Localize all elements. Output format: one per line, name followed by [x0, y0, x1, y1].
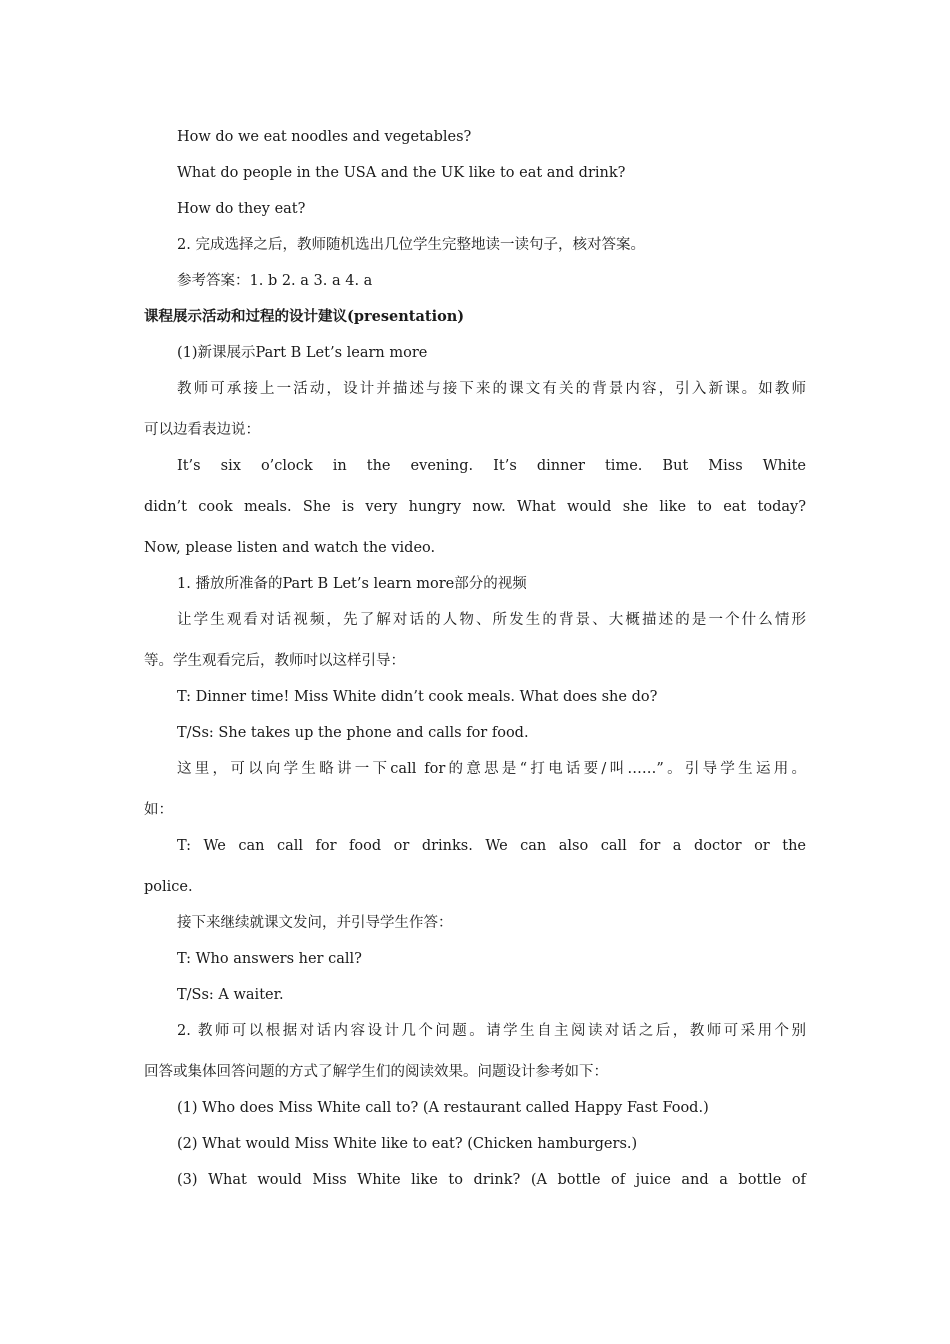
dialogue-line: police.: [144, 879, 193, 895]
paragraph-line: 等。学生观看完后，教师吋以这样引导：: [144, 653, 405, 669]
dialogue-line: didn’t cook meals. She is very hungry now. What would she like to eat today?: [144, 499, 806, 515]
dialogue-line: T: Dinner time! Miss White didn’t cook meals. What does she do?: [177, 689, 658, 705]
dialogue-line: Now, please listen and watch the video.: [144, 540, 436, 556]
answer-key-line: 参考答案：1. b 2. a 3. a 4. a: [177, 273, 373, 289]
paragraph-line: 可以边看表边说：: [144, 422, 260, 438]
question-line: (1) Who does Miss White call to? (A restaurant called Happy Fast Food.): [177, 1100, 709, 1116]
question-line: (2) What would Miss White like to eat? (Chicken hamburgers.): [177, 1136, 638, 1152]
dialogue-line: T/Ss: She takes up the phone and calls for food.: [177, 725, 529, 741]
dialogue-line: T/Ss: A waiter.: [177, 987, 284, 1003]
paragraph-line: 如：: [144, 802, 173, 818]
step-line: 1. 播放所准备的Part B Let’s learn more部分的视频: [177, 576, 527, 592]
dialogue-line: T: We can call for food or drinks. We can also call for a doctor or the: [177, 838, 806, 854]
paragraph-line: 让学生观看对话视频，先了解对话的人物、所发生的背景、大概描述的是一个什么情形: [177, 612, 806, 628]
question-line: How do they eat?: [177, 201, 306, 217]
dialogue-line: It’s six o’clock in the evening. It’s dinner time. But Miss White: [177, 458, 806, 474]
subsection-title: (1)新课展示Part B Let’s learn more: [177, 345, 428, 361]
paragraph-line: 回答或集体回答问题的方式了解学生们的阅读效果。问题设计参考如下：: [144, 1064, 608, 1080]
paragraph-line: 接下来继续就课文发问，并引导学生作答：: [177, 915, 453, 931]
instruction-line: 2. 完成选择之后，教师随机选出几位学生完整地读一读句子，核对答案。: [177, 237, 645, 253]
section-heading: 课程展示活动和过程的设计建议(presentation): [144, 308, 465, 325]
paragraph-line: 这里，可以向学生略讲一下call for的意思是“打电话要/叫……”。引导学生运用。: [177, 761, 806, 777]
question-line: What do people in the USA and the UK like to eat and drink?: [177, 165, 626, 181]
question-line: How do we eat noodles and vegetables?: [177, 129, 472, 145]
question-line: (3) What would Miss White like to drink? (A bottle of juice and a bottle of: [177, 1172, 806, 1188]
step-line: 2. 教师可以根据对话内容设计几个问题。请学生自主阅读对话之后，教师可采用个别: [177, 1023, 806, 1039]
dialogue-line: T: Who answers her call?: [177, 951, 362, 967]
paragraph-line: 教师可承接上一活动，设计并描述与接下来的课文有关的背景内容，引入新课。如教师: [177, 381, 806, 397]
